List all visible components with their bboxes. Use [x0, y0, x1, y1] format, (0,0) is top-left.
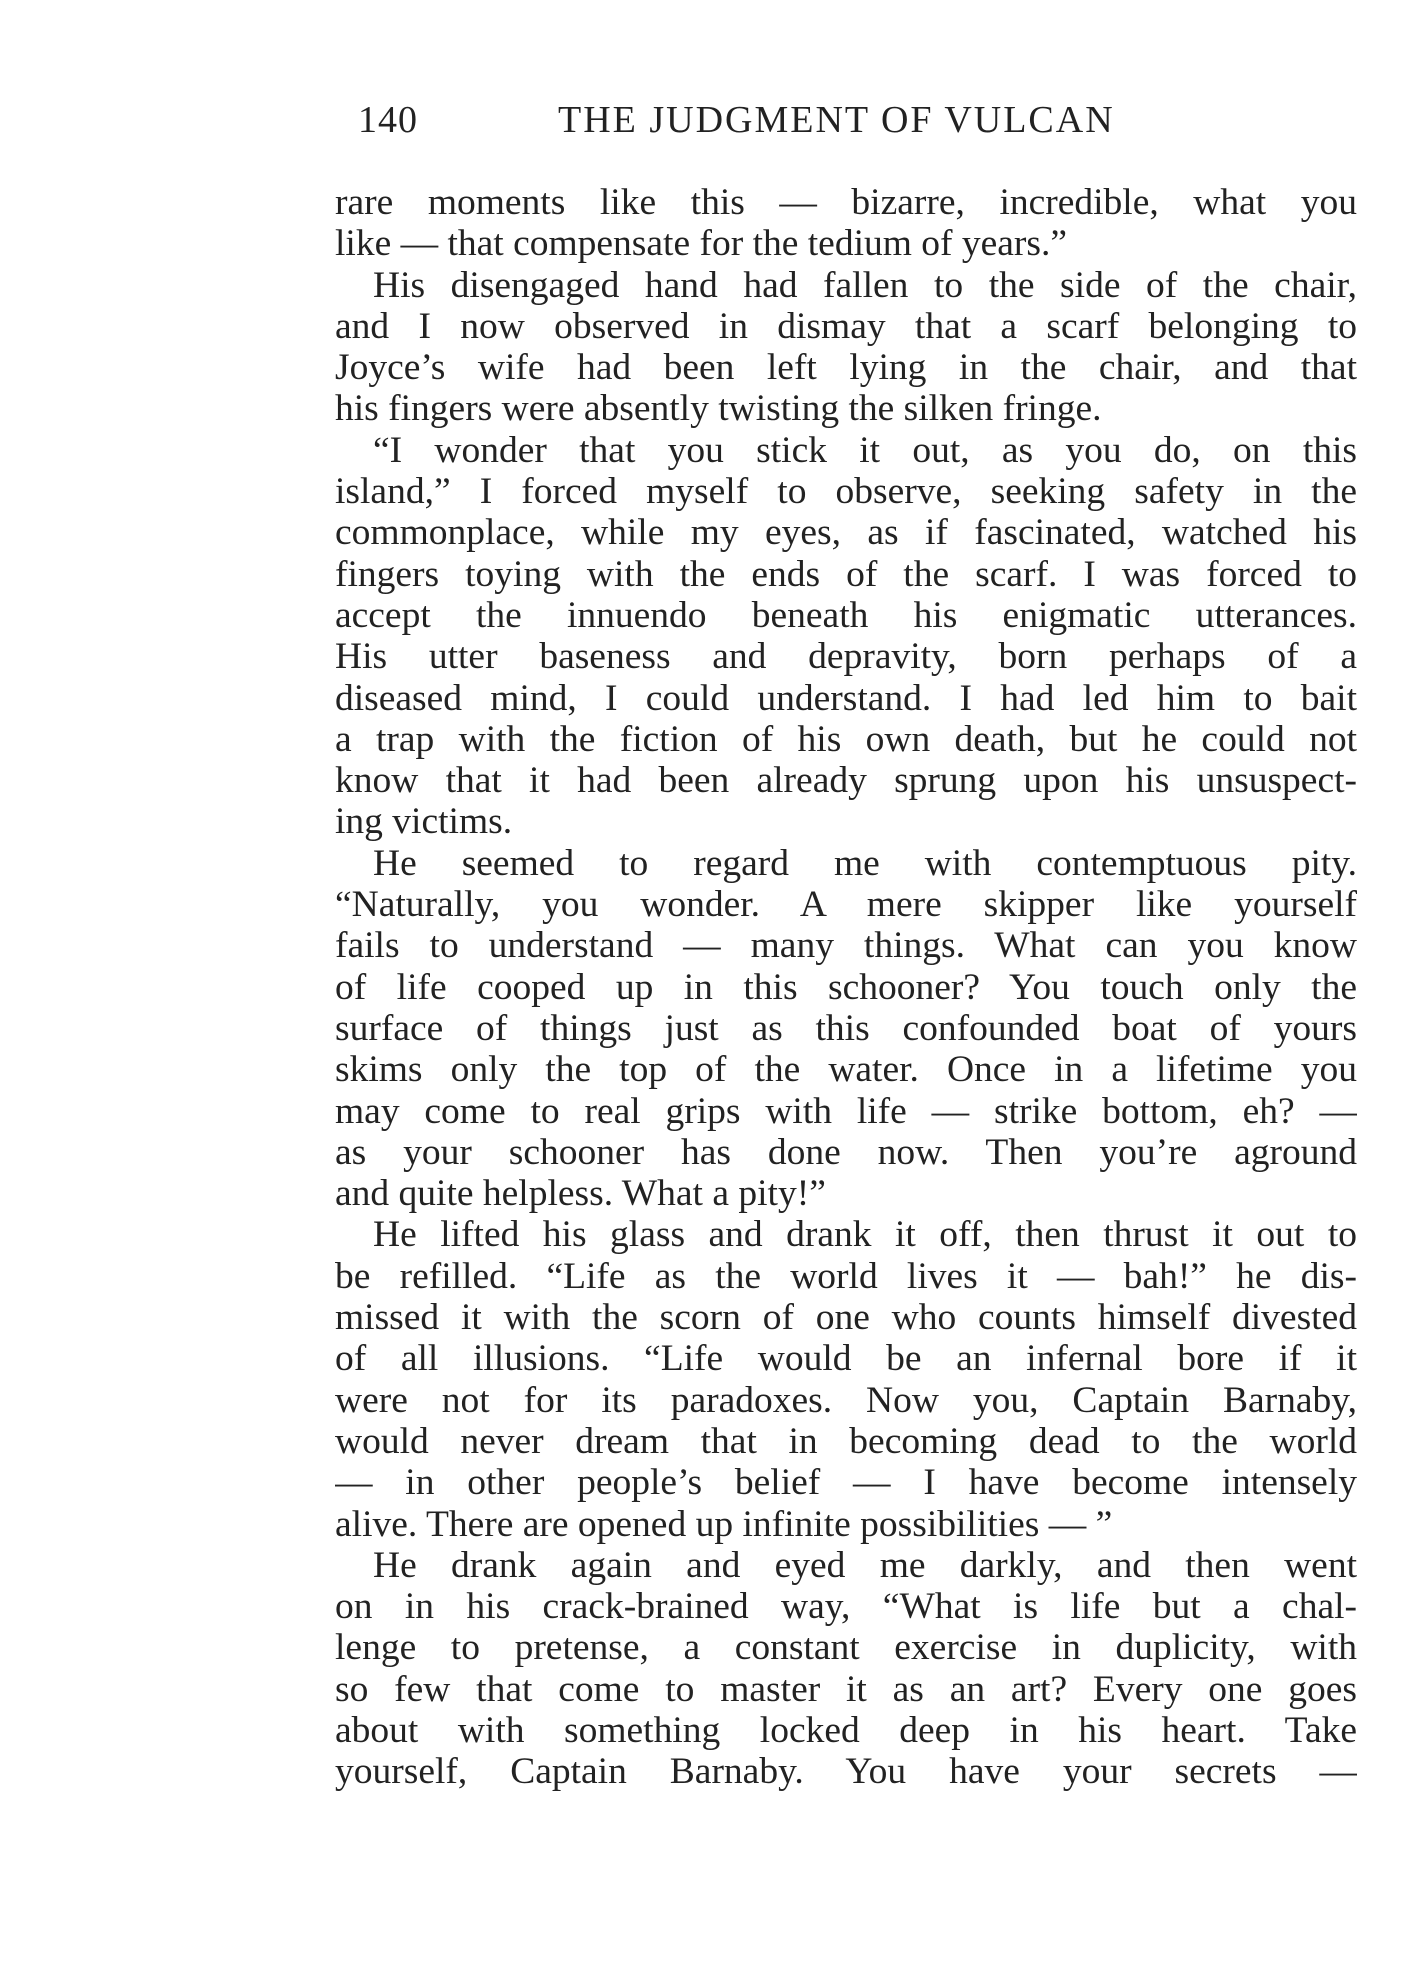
text-line: He seemed to regard me with contemptuous pity. [373, 842, 1357, 884]
text-line: He lifted his glass and drank it off, then thrust it out to [373, 1214, 1357, 1256]
text-line: yourself, Captain Barnaby. You have your secrets — [335, 1751, 1357, 1793]
text-line: Joyce’s wife had been left lying in the chair, and that [335, 347, 1357, 389]
text-line: alive. There are opened up infinite possibilities — ” [335, 1503, 1113, 1545]
page-header [358, 98, 1338, 148]
text-line: island,” I forced myself to observe, seeking safety in the [335, 471, 1357, 513]
running-head: THE JUDGMENT OF VULCAN [558, 99, 1115, 141]
text-line: like — that compensate for the tedium of years.” [335, 223, 1068, 265]
text-line: His disengaged hand had fallen to the side of the chair, [373, 264, 1357, 306]
text-line: fails to understand — many things. What can you know [335, 925, 1357, 967]
page-number: 140 [358, 99, 418, 141]
text-line: — in other people’s belief — I have become intensely [335, 1462, 1357, 1504]
text-line: and I now observed in dismay that a scarf belonging to [335, 305, 1357, 347]
text-line: of life cooped up in this schooner? You touch only the [335, 966, 1357, 1008]
text-line: may come to real grips with life — strike bottom, eh? — [335, 1090, 1357, 1132]
text-line: of all illusions. “Life would be an infernal bore if it [335, 1338, 1357, 1380]
text-line: ing victims. [335, 801, 513, 843]
text-line: so few that come to master it as an art? Every one goes [335, 1668, 1357, 1710]
text-line: lenge to pretense, a constant exercise in duplicity, with [335, 1627, 1357, 1669]
text-line: rare moments like this — bizarre, incredible, what you [335, 182, 1357, 223]
text-line: “Naturally, you wonder. A mere skipper like yourself [335, 884, 1357, 926]
text-line: fingers toying with the ends of the scarf. I was forced to [335, 553, 1357, 595]
text-line: were not for its paradoxes. Now you, Captain Barnaby, [335, 1379, 1357, 1421]
text-line: He drank again and eyed me darkly, and then went [373, 1544, 1357, 1586]
text-line: commonplace, while my eyes, as if fascinated, watched his [335, 512, 1357, 554]
text-line: “I wonder that you stick it out, as you do, on this [373, 429, 1357, 471]
text-line: a trap with the fiction of his own death, but he could not [335, 718, 1357, 760]
text-line: be refilled. “Life as the world lives it — bah!” he dis- [335, 1255, 1357, 1297]
text-line: know that it had been already sprung upon his unsuspect- [335, 760, 1357, 802]
text-line: surface of things just as this confounded boat of yours [335, 1007, 1357, 1049]
text-line: his fingers were absently twisting the silken fringe. [335, 388, 1102, 430]
text-line: about with something locked deep in his heart. Take [335, 1709, 1357, 1751]
text-line: skims only the top of the water. Once in a lifetime you [335, 1049, 1357, 1091]
text-line: as your schooner has done now. Then you’re aground [335, 1131, 1357, 1173]
text-line: diseased mind, I could understand. I had led him to bait [335, 677, 1357, 719]
body-text [335, 182, 1357, 1793]
text-line: missed it with the scorn of one who counts himself divested [335, 1297, 1357, 1339]
text-line: would never dream that in becoming dead to the world [335, 1420, 1357, 1462]
text-line: His utter baseness and depravity, born perhaps of a [335, 636, 1357, 678]
text-line: on in his crack-brained way, “What is life but a chal- [335, 1586, 1357, 1628]
text-line: and quite helpless. What a pity!” [335, 1173, 826, 1215]
text-line: accept the innuendo beneath his enigmatic utterances. [335, 594, 1357, 636]
